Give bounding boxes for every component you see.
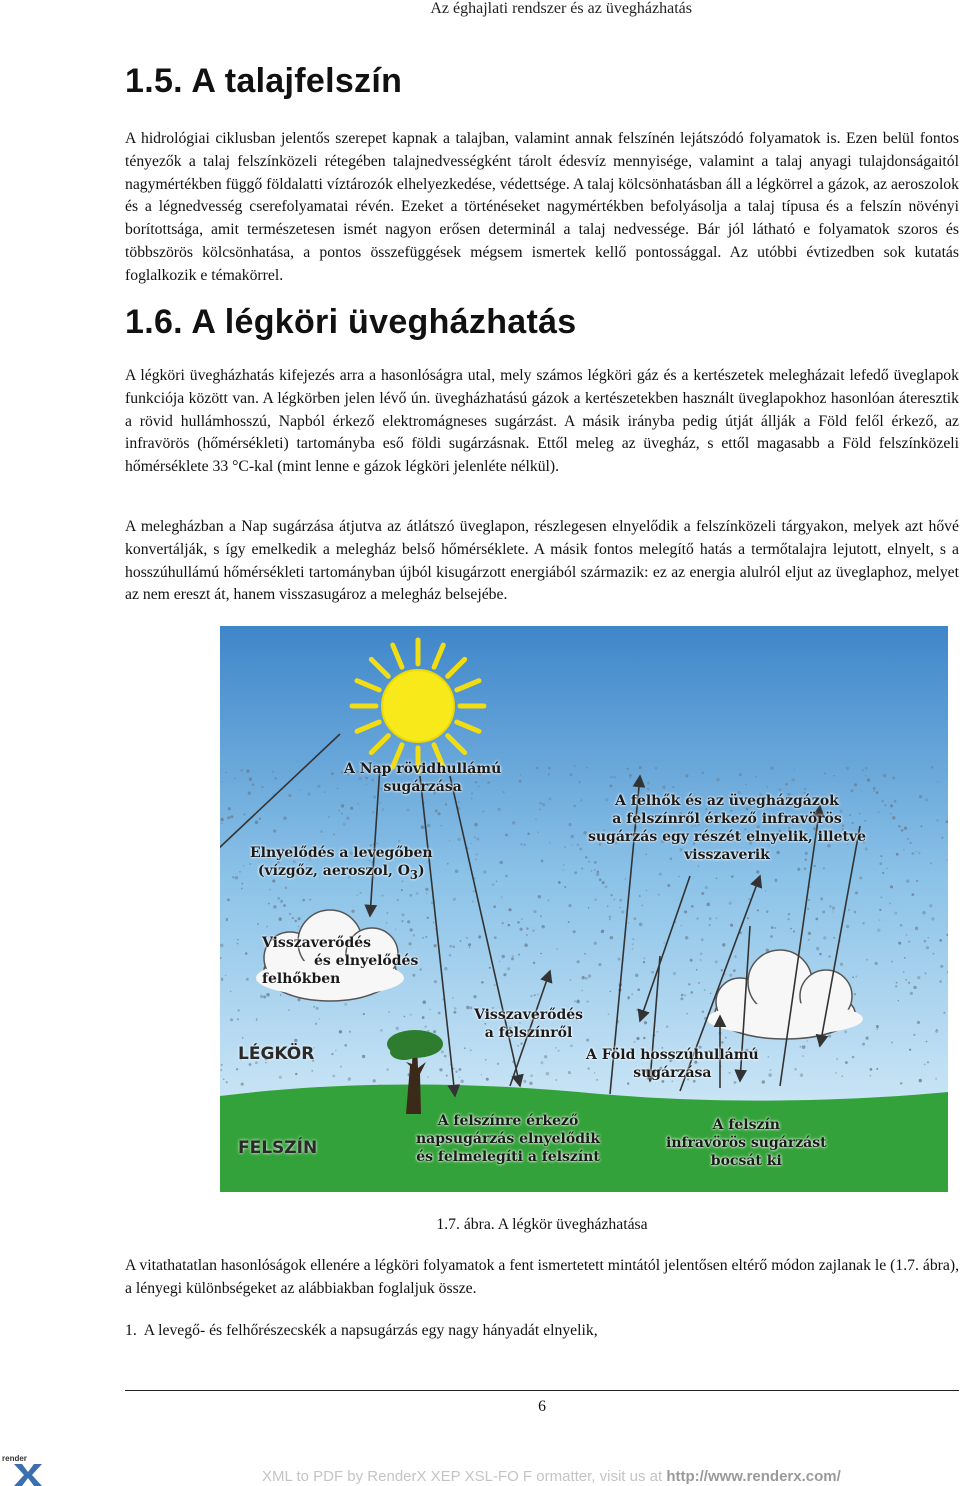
paragraph-uveghazhatas-3: A vitathatatlan hasonlóságok ellenére a légköri folyamatok a fent ismertetett mintától jelentősen eltérő módon zajlanak le (1.7. ábra), a lényegi különbségeket az alábbiakban foglaljuk össze.: [125, 1257, 959, 1297]
section-heading-uveghazhatas: 1.6. A légköri üvegházhatás: [125, 303, 577, 341]
label-legkor: LÉGKÖR: [238, 1044, 315, 1064]
banner-text: XML to PDF by RenderX XEP XSL-FO F ormatter, visit us at: [262, 1468, 667, 1485]
label-felszinre-erkezo: A felszínre érkező napsugárzás elnyelődik és felmelegíti a felszínt: [416, 1113, 601, 1165]
running-header: Az éghajlati rendszer és az üvegházhatás: [430, 0, 692, 17]
sun-icon: [352, 640, 484, 772]
renderx-logo-icon: [0, 1452, 44, 1486]
paragraph-uveghazhatas-2: A melegházban a Nap sugárzása átjutva az átlátszó üveglapon, részlegesen elnyelődik a felszínközeli tárgyakon, melyek azt hővé konvertálják, s így emelkedik a melegház belső hőmérséklete. A másik fontos melegítő hatás a termőtalajra lejutott, elnyelt, s a hosszúhullámú hőmérsékleti tartományban újból kisugárzott energiából származik: ez az energia alulról eljut az üveglaphoz, melyet az nem ereszt át, hanem visszasugároz a melegház belsejébe.: [125, 518, 959, 604]
banner-url-link[interactable]: http://www.renderx.com/: [666, 1468, 841, 1485]
greenhouse-effect-figure: [220, 626, 948, 1192]
list-item-1: 1. A levegő- és felhőrészecskék a napsugárzás egy nagy hányadát elnyelik,: [125, 1322, 598, 1339]
svg-text:render: render: [2, 1454, 27, 1463]
paragraph-talajfelszin: A hidrológiai ciklusban jelentős szerepet kapnak a talajban, valamint annak felszínén lejátszódó folyamatok is. Ezen belül fontos tényezők a talaj felszínközeli rétegében talajnedvességként tárolt édesvíz mennyisége, valamint a talaj anyagi tulajdonságaitól nagymértékben függő földalatti víztározók elhelyezkedése, védettsége. A talaj kölcsönhatásban áll a légkörrel a gázok, az aeroszolok és a légnedvesség cserefolyamatai révén. Ezeket a történéseket nagymértékben befolyásolja a talaj típusa és a felszín növényi borítottsága, amit természetesen ismét nagyon erősen determinál a talaj nedvessége. Bár jól látható e folyamatok szoros és többszörös kölcsönhatása, a pontos összefüggések mégsem ismertek kellő pontossággal. Az utóbbi évtizedben sok kutatás foglalkozik e témakörrel.: [125, 130, 959, 284]
page-number: 6: [538, 1398, 546, 1415]
label-visszaverodes-felszinrol: Visszaverődés a felszínről: [474, 1007, 584, 1041]
label-felszin-infravoros: A felszín infravörös sugárzást bocsát ki: [666, 1117, 827, 1169]
renderx-banner: [262, 1468, 841, 1485]
label-nap-rovidhullamu: A Nap rövidhullámú sugárzása: [344, 761, 502, 795]
figure-illustration: [220, 626, 948, 1192]
paragraph-uveghazhatas-1: A légköri üvegházhatás kifejezés arra a hasonlóságra utal, mely számos légköri gáz és a kertészetek melegházait lefedő üveglapok funkciója között van. A légkörben jelen lévő ún. üvegházhatású gázok a kertészetekben használt üveglapokhoz hasonlóan áteresztik a rövid hullámhosszú, Napból érkező elektromágneses sugárzást. A másik irányba pedig útját állják a Föld felől érkező, az infravörös (hőmérsékleti) tartományba eső földi sugárzásnak. Ettől meleg az üvegház, s ettől magasabb a Föld felszínközeli hőmérséklete 33 °C-kal (mint lenne e gázok légköri jelenléte nélkül).: [125, 367, 959, 476]
label-fold-hosszuhullamu: A Föld hosszúhullámú sugárzása: [586, 1047, 759, 1081]
section-heading-talajfelszin: 1.5. A talajfelszín: [125, 62, 403, 100]
label-felhok-uveghazgazok: A felhők és az üvegházgázok a felszínről érkező infravörös sugárzás egy részét elnyelik, illetve visszaverik: [588, 793, 867, 863]
label-elnyelodes-levegoben: Elnyelődés a levegőben (vízgőz, aeroszol, $O_3$): [250, 845, 433, 882]
label-visszaverodes-felhokben: Visszaverődés és elnyelődés felhőkben: [262, 935, 419, 987]
footer-rule: [125, 1390, 959, 1391]
figure-caption: 1.7. ábra. A légkör üvegházhatása: [436, 1216, 648, 1233]
label-felszin: FELSZÍN: [238, 1138, 318, 1158]
